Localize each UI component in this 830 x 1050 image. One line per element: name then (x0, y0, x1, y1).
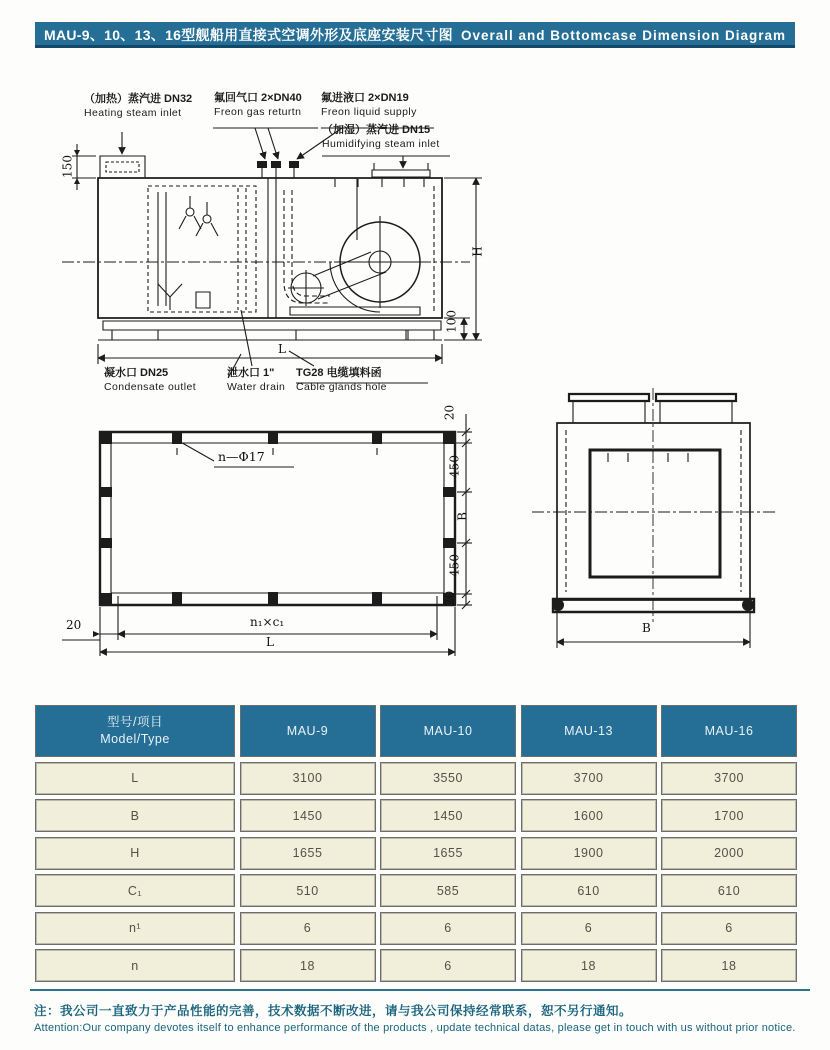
value-C1-mau13: 610 (521, 874, 657, 907)
value-B-mau10: 1450 (380, 799, 516, 832)
callout-freon-gas-zh: 氟回气口 2×DN40 (214, 92, 302, 104)
value-B-mau13: 1600 (521, 799, 657, 832)
table-header-mau-10: MAU-10 (380, 705, 516, 757)
value-n1-mau10: 6 (380, 912, 516, 945)
table-header-model-zh: 型号/项目 (107, 715, 163, 730)
table-header-mau-13: MAU-13 (521, 705, 657, 757)
dim-plan-L: L (266, 635, 274, 649)
value-L-mau16: 3700 (661, 762, 797, 795)
dim-100: 100 (444, 310, 459, 333)
value-L-mau9: 3100 (240, 762, 376, 795)
value-B-mau9: 1450 (240, 799, 376, 832)
callout-water-drain-en: Water drain (227, 380, 286, 393)
value-n1-mau16: 6 (661, 912, 797, 945)
dimension-table (35, 705, 795, 982)
row-label-C1: C₁ (35, 874, 235, 907)
dim-L-side: L (278, 342, 286, 356)
callout-cable-glands-en: Cable glands hole (296, 380, 387, 393)
footnote (34, 1001, 820, 1034)
callout-heating-steam (84, 93, 192, 120)
value-C1-mau10: 585 (380, 874, 516, 907)
page-title-en: Overall and Bottomcase Dimension Diagram (460, 28, 787, 43)
value-n-mau9: 18 (240, 949, 376, 982)
row-label-n: n (35, 949, 235, 982)
dim-H: H (470, 246, 485, 257)
value-n1-mau9: 6 (240, 912, 376, 945)
callout-cable-glands-zh: TG28 电缆填料函 (296, 367, 382, 379)
callout-heating-steam-en: Heating steam inlet (84, 106, 182, 119)
value-L-mau13: 3700 (521, 762, 657, 795)
callout-freon-liquid-zh: 氟进液口 2×DN19 (321, 92, 409, 104)
callout-humidifying-steam-zh: （加湿）蒸汽进 DN15 (322, 124, 431, 136)
row-label-B: B (35, 799, 235, 832)
footnote-zh: 注：我公司一直致力于产品性能的完善，技术数据不断改进，请与我公司保持经常联系，恕不另行通知。 (34, 1004, 633, 1018)
callout-water-drain (227, 367, 285, 394)
dim-plan-B: B (455, 512, 470, 521)
callout-condensate-zh: 凝水口 DN25 (104, 367, 169, 379)
dim-plan-20-bottom: 20 (442, 590, 457, 607)
value-n1-mau13: 6 (521, 912, 657, 945)
callout-freon-liquid-en: Freon liquid supply (321, 105, 417, 118)
dim-end-B: B (642, 621, 651, 635)
value-H-mau10: 1655 (380, 837, 516, 870)
table-header-mau-9: MAU-9 (240, 705, 376, 757)
row-label-H: H (35, 837, 235, 870)
row-label-L: L (35, 762, 235, 795)
page-title-zh: MAU-9、10、13、16型舰船用直接式空调外形及底座安装尺寸图 (44, 27, 453, 43)
value-B-mau16: 1700 (661, 799, 797, 832)
callout-cable-glands (296, 367, 387, 394)
value-L-mau10: 3550 (380, 762, 516, 795)
dim-hole-count: n—Φ17 (218, 449, 265, 464)
dim-plan-20-top: 20 (442, 404, 457, 421)
table-header-model-en: Model/Type (100, 732, 170, 746)
callout-freon-gas-en: Freon gas returtn (214, 105, 302, 118)
dim-plan-pitch: n₁×c₁ (250, 615, 285, 629)
table-header-model (35, 705, 235, 757)
dim-plan-450-bottom: 450 (447, 554, 462, 577)
dim-plan-20-offset: 20 (66, 618, 82, 632)
dim-150: 150 (60, 155, 75, 178)
value-C1-mau16: 610 (661, 874, 797, 907)
table-header-mau-16: MAU-16 (661, 705, 797, 757)
callout-humidifying-steam-en: Humidifying steam inlet (322, 137, 440, 150)
value-n-mau16: 18 (661, 949, 797, 982)
note-separator (30, 989, 810, 991)
value-C1-mau9: 510 (240, 874, 376, 907)
dim-plan-450-top: 450 (447, 455, 462, 478)
callout-condensate (104, 367, 196, 394)
callout-condensate-en: Condensate outlet (104, 380, 197, 393)
footnote-en: Attention:Our company devotes itself to enhance performance of the products , update technical datas, please get in touch with us without prior notice. (34, 1022, 796, 1034)
row-label-n1: n¹ (35, 912, 235, 945)
value-n-mau13: 18 (521, 949, 657, 982)
callout-humidifying-steam (322, 124, 440, 151)
callout-heating-steam-zh: （加热）蒸汽进 DN32 (84, 93, 193, 105)
callout-freon-gas (214, 92, 302, 119)
value-H-mau16: 2000 (661, 837, 797, 870)
value-H-mau13: 1900 (521, 837, 657, 870)
callout-freon-liquid (321, 92, 417, 119)
value-H-mau9: 1655 (240, 837, 376, 870)
value-n-mau10: 6 (380, 949, 516, 982)
callout-water-drain-zh: 泄水口 1" (227, 367, 275, 379)
